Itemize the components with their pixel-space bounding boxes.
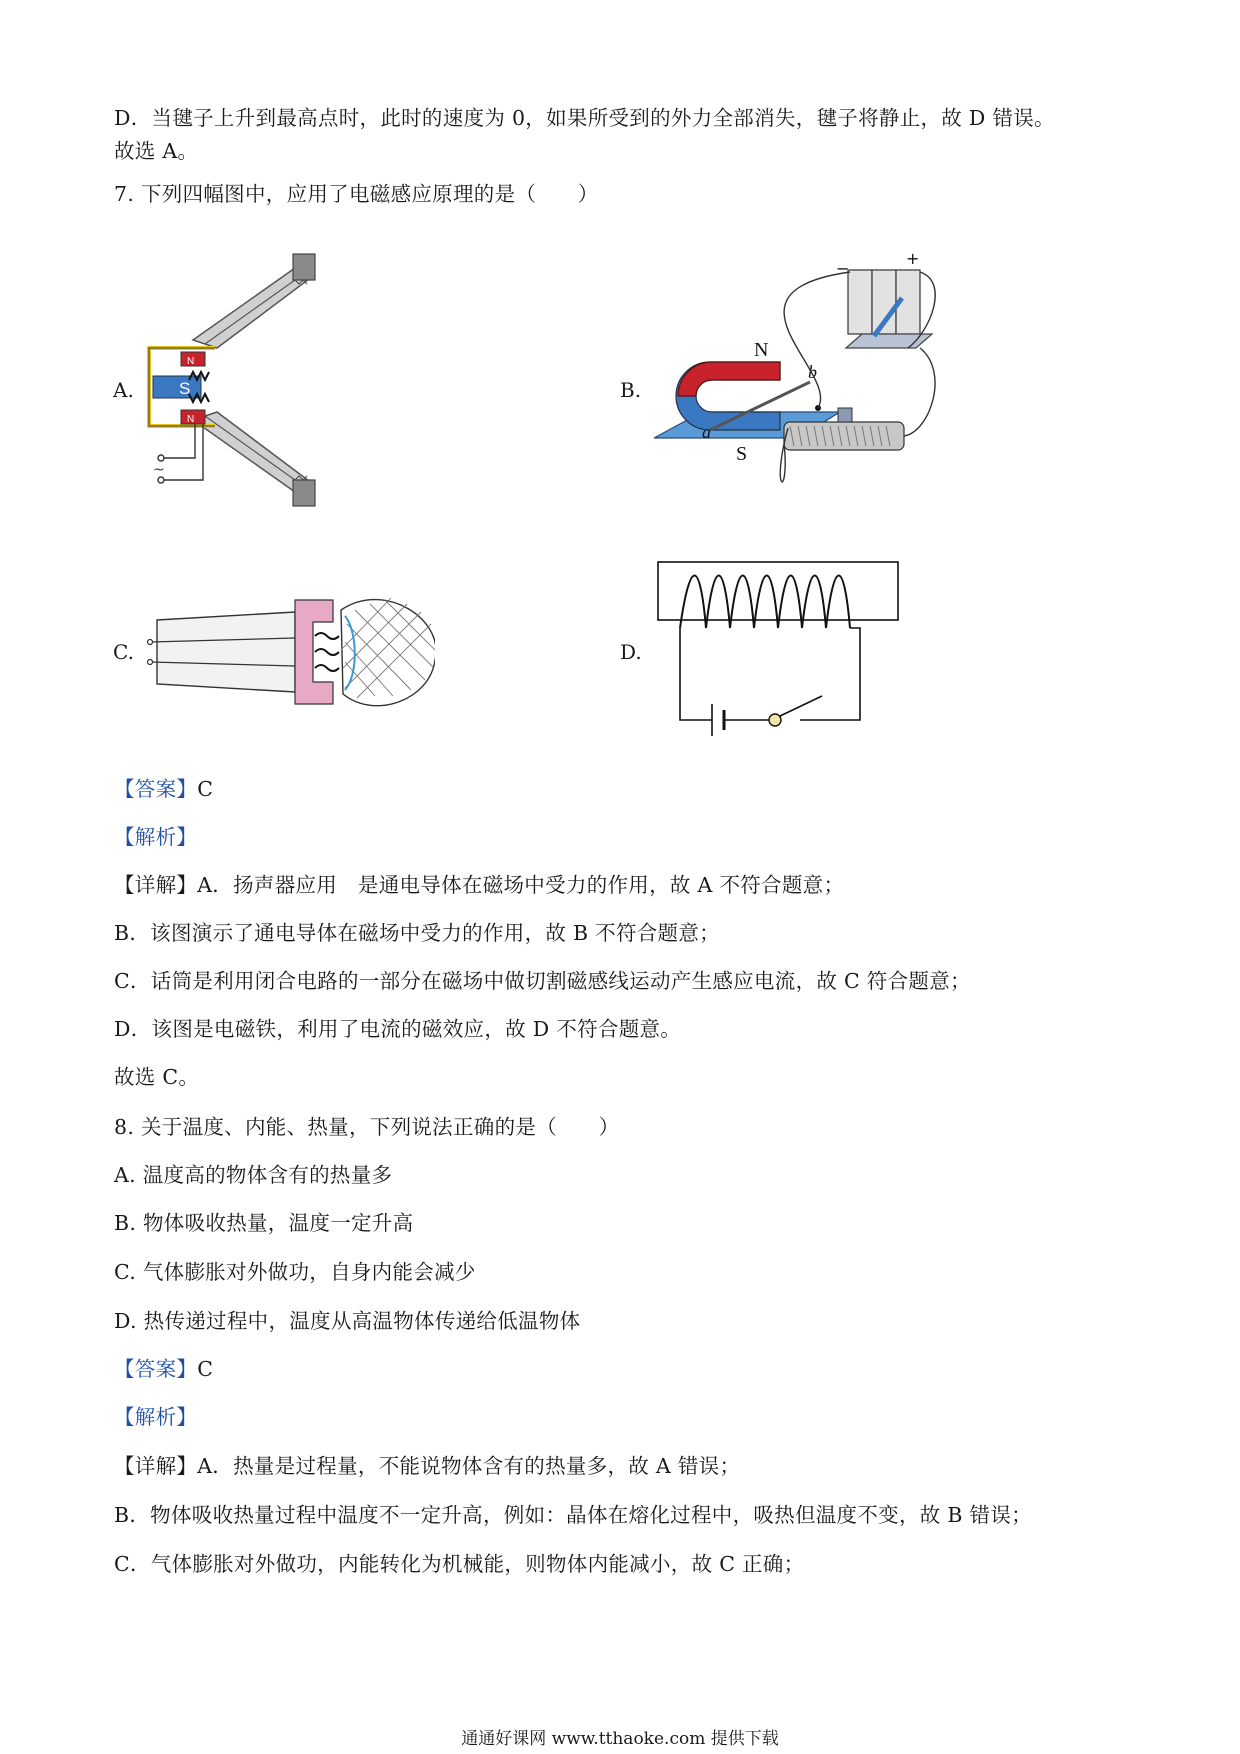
motor-experiment-figure [650,252,1040,527]
cone-top-block [293,254,315,280]
question-8: 8. 关于温度、内能、热量，下列说法正确的是（ ） [114,1115,620,1139]
answer-value: C [197,1357,214,1381]
speaker-magnet [153,376,201,398]
text-line: C．话筒是利用闭合电路的一部分在磁场中做切割磁感线运动产生感应电流，故 C 符合题意； [114,969,971,993]
detail-label: 【详解】 [114,1454,198,1478]
microphone-coil [315,633,339,671]
detail-8 [114,1452,740,1480]
option-b-label: B. [620,378,642,402]
question-7: 7. 下列四幅图中，应用了电磁感应原理的是（ ） [114,182,599,206]
microphone-figure [145,590,435,715]
electromagnet-figure [650,548,910,748]
text-line: C．气体膨胀对外做功，内能转化为机械能，则物体内能减小，故 C 正确； [114,1552,805,1576]
analysis-7 [114,823,197,851]
answer-value: C [197,777,214,801]
battery-minus-label: − [836,259,850,278]
text-line: 故选 C。 [114,1065,200,1089]
page-footer: 通通好课网 www.tthaoke.com 提供下载 [461,1729,779,1749]
battery-plus-label: + [906,252,920,268]
option-a-label: A. [113,378,134,402]
cone-bottom-block [293,480,315,506]
rod-a-label: a [702,422,711,442]
battery-cell [848,270,872,334]
magnet-s-label: S [736,443,748,465]
option-8c: C. 气体膨胀对外做功，自身内能会减少 [114,1260,476,1284]
microphone-handle [157,612,295,692]
analysis-8 [114,1403,197,1431]
detail-text: A．热量是过程量，不能说物体含有的热量多，故 A 错误； [197,1454,741,1478]
switch-blade [780,696,822,716]
text-line: D．当毽子上升到最高点时，此时的速度为 0，如果所受到的外力全部消失，毽子将静止，故 D 错误。 [114,106,1055,130]
text-line: 故选 A。 [114,139,199,163]
switch-pivot [769,714,781,726]
loudspeaker-figure [145,248,325,528]
rod-b-label: b [808,362,817,382]
option-8b: B. 物体吸收热量，温度一定升高 [114,1211,414,1235]
answer-label: 【答案】 [114,1357,198,1381]
option-8a: A. 温度高的物体含有的热量多 [114,1163,393,1187]
magnet-n-label: N [754,339,769,361]
n-label-upper: N [187,356,195,367]
detail-label: 【详解】 [114,873,198,897]
speaker-s-label: S [179,379,191,398]
text-line: B．该图演示了通电导体在磁场中受力的作用，故 B 不符合题意； [114,921,720,945]
n-label-lower: N [187,414,195,425]
analysis-label: 【解析】 [114,825,198,849]
detail-text: A．扬声器应用 是通电导体在磁场中受力的作用，故 A 不符合题意； [197,873,845,897]
ac-symbol: ~ [153,462,165,478]
option-8d: D. 热传递过程中，温度从高温物体传递给低温物体 [114,1309,581,1333]
text-line: B．物体吸收热量过程中温度不一定升高，例如：晶体在熔化过程中，吸热但温度不变，故 B 错误； [114,1503,1032,1527]
text-line: D．该图是电磁铁，利用了电流的磁效应，故 D 不符合题意。 [114,1017,682,1041]
iron-core [658,562,898,620]
answer-8 [114,1355,213,1383]
option-d-label: D. [620,640,642,664]
answer-label: 【答案】 [114,777,198,801]
answer-7 [114,775,213,803]
option-c-label: C. [113,640,134,664]
analysis-label: 【解析】 [114,1405,198,1429]
detail-7 [114,871,844,899]
